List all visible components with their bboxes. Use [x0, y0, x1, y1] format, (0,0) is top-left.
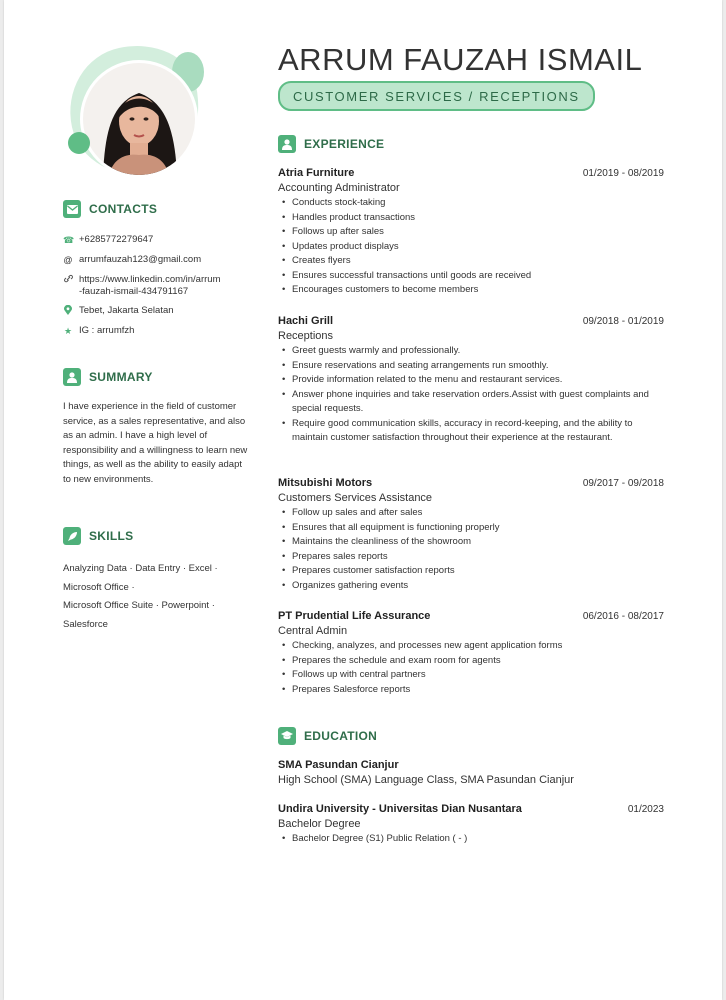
duty-item: • Ensure reservations and seating arrangements run smoothly.: [292, 359, 664, 374]
person-icon: [63, 368, 81, 386]
skills-list: [63, 560, 253, 634]
duty-item: • Handles product transactions: [292, 211, 664, 226]
duty-item: • Checking, analyzes, and processes new agent application forms: [292, 639, 664, 654]
company-name: Mitsubishi Motors: [278, 477, 373, 489]
duty-item: • Prepares Salesforce reports: [292, 683, 664, 698]
duty-item: • Conducts stock-taking: [292, 196, 664, 211]
duty-item: • Maintains the cleanliness of the showroom: [292, 535, 664, 550]
job-title-badge: CUSTOMER SERVICES / RECEPTIONS: [278, 81, 595, 111]
link-icon: [63, 274, 73, 298]
duty-item: • Creates flyers: [292, 254, 664, 269]
at-icon: @: [63, 255, 73, 265]
location-pin-icon: [63, 305, 73, 318]
duty-item: • Greet guests warmly and professionally.: [292, 344, 664, 359]
education-item: [278, 759, 664, 786]
education-heading: EDUCATION: [278, 727, 377, 745]
summary-heading: SUMMARY: [63, 368, 153, 386]
profile-photo: [80, 60, 198, 178]
experience-item: [278, 315, 664, 446]
experience-item: [278, 167, 664, 298]
resume-page: [4, 0, 722, 1000]
job-role: Central Admin: [278, 625, 348, 637]
degree: High School (SMA) Language Class, SMA Pasundan Cianjur: [278, 774, 574, 786]
mail-icon: [63, 200, 81, 218]
linkedin-line1: https://www.linkedin.com/in/arrum: [79, 274, 221, 285]
graduation-cap-icon: [278, 727, 296, 745]
rocket-icon: [63, 527, 81, 545]
star-icon: ★: [63, 326, 73, 336]
skills-line: Microsoft Office ·: [63, 581, 135, 593]
skills-heading: SKILLS: [63, 527, 133, 545]
employment-dates: 09/2018 - 01/2019: [582, 316, 664, 327]
company-name: Hachi Grill: [278, 315, 334, 327]
duty-item: • Follows up after sales: [292, 225, 664, 240]
avatar-illustration: [83, 63, 195, 175]
duties-list: [278, 344, 664, 446]
duty-item: • Answer phone inquiries and take reservation orders.Assist with guest complaints and special requests.: [292, 388, 664, 417]
duty-item: • Require good communication skills, accuracy in record-keeping, and the ability to maintain customer satisfaction throughout their experience at the restaurant.: [292, 417, 664, 446]
skills-line: Salesforce: [63, 618, 108, 630]
contact-location: Tebet, Jakarta Selatan: [63, 305, 253, 318]
duty-item: • Provide information related to the menu and restaurant services.: [292, 373, 664, 388]
school-name: SMA Pasundan Cianjur: [278, 759, 399, 771]
contacts-heading: CONTACTS: [63, 200, 157, 218]
duty-item: • Prepares sales reports: [292, 550, 664, 565]
profile-photo-area: [62, 40, 212, 185]
person-badge-icon: [278, 135, 296, 153]
company-name: Atria Furniture: [278, 167, 355, 179]
experience-heading: EXPERIENCE: [278, 135, 384, 153]
duty-item: • Prepares customer satisfaction reports: [292, 564, 664, 579]
education-details: [278, 832, 664, 847]
contact-email[interactable]: @ arrumfauzah123@gmail.com: [63, 254, 202, 265]
education-detail-item: • Bachelor Degree (S1) Public Relation ( - ): [292, 832, 664, 847]
duty-item: • Updates product displays: [292, 240, 664, 255]
duty-item: • Organizes gathering events: [292, 579, 664, 594]
employment-dates: 09/2017 - 09/2018: [582, 478, 664, 489]
duty-item: • Follow up sales and after sales: [292, 506, 664, 521]
employment-dates: 01/2019 - 08/2019: [582, 168, 664, 179]
decorative-dot: [68, 132, 90, 154]
school-name: Undira University - Universitas Dian Nusantara: [278, 803, 522, 815]
skills-line: Microsoft Office Suite · Powerpoint ·: [63, 600, 215, 611]
linkedin-line2: -fauzah-ismail-434791167: [79, 286, 189, 297]
job-role: Receptions: [278, 330, 334, 342]
duty-item: • Follows up with central partners: [292, 668, 664, 683]
summary-text: I have experience in the field of customer service, as a sales representative, and also as an admin. I have a high level of responsibility and a willingness to learn new things, as well as the ability to easily adapt to new environments.: [63, 401, 248, 485]
degree: Bachelor Degree: [278, 818, 361, 830]
candidate-name: ARRUM FAUZAH ISMAIL: [278, 42, 643, 77]
duty-item: • Ensures successful transactions until goods are received: [292, 269, 664, 284]
contact-linkedin[interactable]: [63, 274, 253, 298]
contact-phone[interactable]: ☎ +6285772279647: [63, 234, 154, 245]
experience-item: [278, 610, 664, 697]
duties-list: [278, 196, 664, 298]
phone-icon: ☎: [63, 235, 75, 245]
duty-item: • Prepares the schedule and exam room for agents: [292, 654, 664, 669]
job-role: Accounting Administrator: [278, 182, 400, 194]
duty-item: • Ensures that all equipment is functioning properly: [292, 521, 664, 536]
employment-dates: 06/2016 - 08/2017: [582, 611, 664, 622]
education-item: [278, 803, 664, 847]
duties-list: [278, 639, 664, 697]
duty-item: • Encourages customers to become members: [292, 283, 664, 298]
job-role: Customers Services Assistance: [278, 492, 433, 504]
duties-list: [278, 506, 664, 593]
experience-item: [278, 477, 664, 593]
education-date: 01/2023: [627, 804, 664, 815]
skills-line: Analyzing Data · Data Entry · Excel ·: [63, 563, 218, 574]
company-name: PT Prudential Life Assurance: [278, 610, 431, 622]
contact-instagram: ★ IG : arrumfzh: [63, 325, 135, 336]
